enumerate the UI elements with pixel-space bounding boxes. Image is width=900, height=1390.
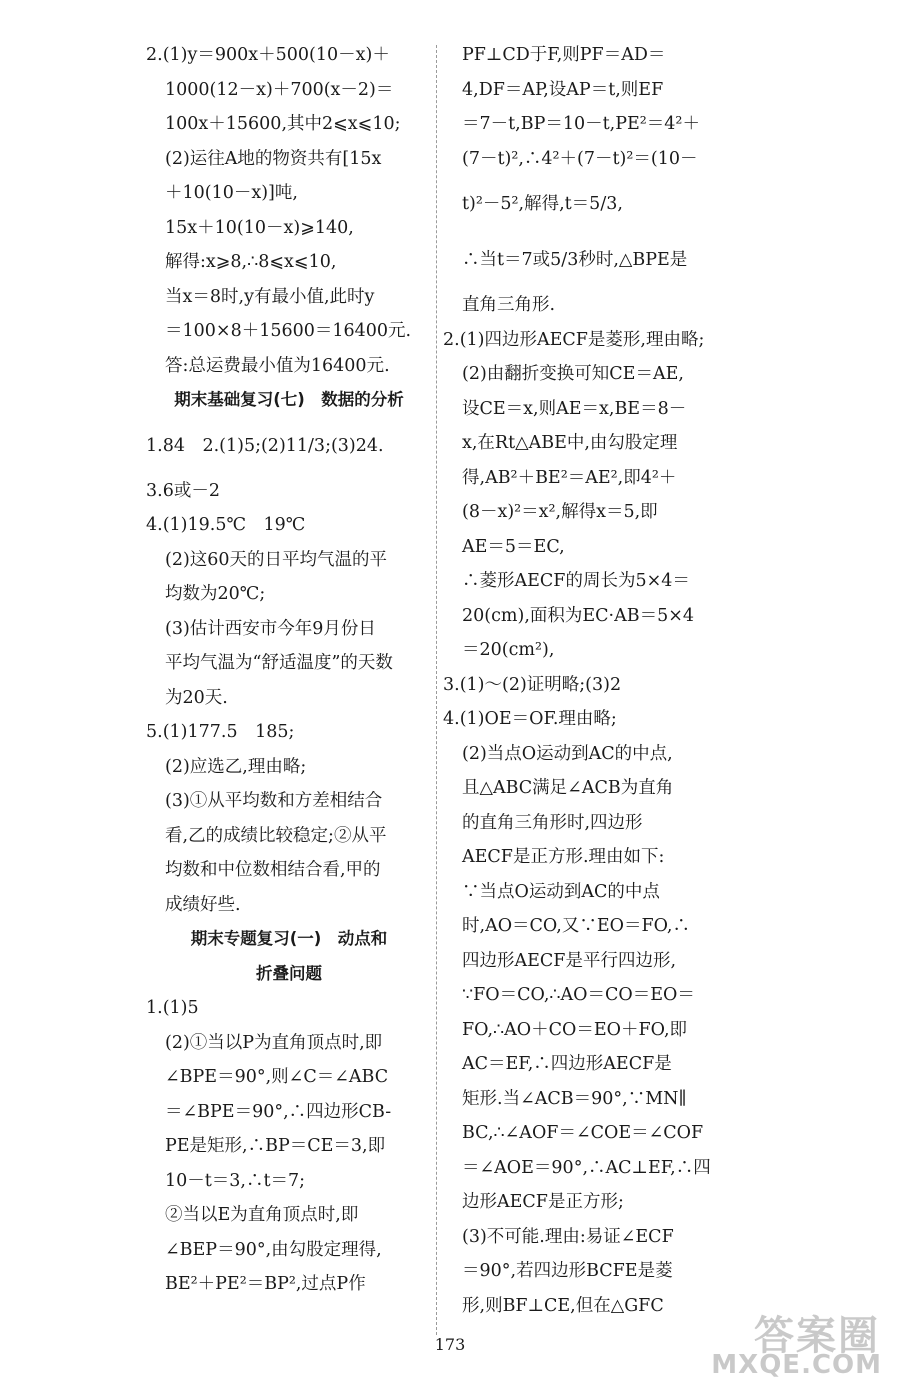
answer-line: FO,∴AO＋CO＝EO＋FO,即 (462, 1019, 688, 1040)
answer-line: (2)应选乙,理由略; (165, 756, 307, 777)
answer-line: 3.6或－2 (146, 480, 220, 501)
answer-line: 均数和中位数相结合看,甲的 (165, 860, 381, 880)
answer-line: 得,AB²＋BE²＝AE²,即4²＋ (462, 467, 677, 488)
answer-line: 时,AO＝CO,又∵EO＝FO,∴ (462, 916, 690, 936)
section-heading: 折叠问题 (256, 963, 322, 983)
answer-line: 为20天. (165, 687, 228, 708)
answer-line: ∵FO＝CO,∴AO＝CO＝EO＝ (462, 985, 695, 1005)
answer-line: 边形AECF是正方形; (462, 1192, 624, 1212)
answer-line: 4.(1)OE＝OF.理由略; (443, 709, 617, 729)
answer-line: 四边形AECF是平行四边形, (462, 950, 677, 971)
answer-line: (3)①从平均数和方差相结合 (165, 791, 383, 811)
answer-line: 15x＋10(10－x)⩾140, (165, 217, 354, 238)
answer-line: 成绩好些. (165, 894, 241, 915)
watermark (700, 1304, 890, 1384)
column-divider (436, 45, 437, 1335)
answer-line: 解得:x⩾8,∴8⩽x⩽10, (165, 252, 337, 272)
answer-line: 看,乙的成绩比较稳定;②从平 (165, 825, 387, 846)
answer-line: (7－t)²,∴4²＋(7－t)²＝(10－ (462, 148, 698, 169)
answer-line: 设CE＝x,则AE＝x,BE＝8－ (462, 398, 687, 419)
page-number: 173 (434, 1335, 466, 1354)
answer-line: ②当以E为直角顶点时,即 (165, 1205, 359, 1225)
answer-line: 100x＋15600,其中2⩽x⩽10; (165, 114, 401, 134)
answer-line: ∠BEP＝90°,由勾股定理得, (165, 1239, 382, 1260)
answer-line: ＋10(10－x)]吨, (165, 183, 298, 203)
answer-line: ∴菱形AECF的周长为5×4＝ (462, 571, 690, 591)
watermark-url: MXQE.COM (711, 1350, 882, 1380)
answer-line: x,在Rt△ABE中,由勾股定理 (462, 433, 678, 453)
answer-line: AE＝5＝EC, (462, 536, 565, 557)
answer-line: 2.(1)四边形AECF是菱形,理由略; (443, 329, 705, 350)
answer-line: ＝20(cm²), (462, 640, 555, 660)
answer-line: PF⊥CD于F,则PF＝AD＝ (462, 45, 666, 65)
section-heading: 期末专题复习(一) 动点和 (190, 929, 388, 948)
answer-line: (3)估计西安市今年9月份日 (165, 618, 376, 639)
answer-line: ∠BPE＝90°,则∠C＝∠ABC (165, 1067, 389, 1087)
answer-line: 矩形.当∠ACB＝90°,∵MN∥ (462, 1088, 687, 1109)
section-heading: 期末基础复习(七) 数据的分析 (174, 390, 404, 409)
answer-line: 4.(1)19.5℃ 19℃ (146, 515, 306, 535)
answer-line: (2)这60天的日平均气温的平 (165, 549, 388, 570)
answer-line: BC,∴∠AOF＝∠COE＝∠COF (462, 1123, 704, 1143)
answer-line: (8－x)²＝x²,解得x＝5,即 (462, 502, 658, 522)
answer-line: PE是矩形,∴BP＝CE＝3,即 (165, 1136, 386, 1156)
answer-line: 3.(1)～(2)证明略;(3)2 (443, 674, 622, 695)
answer-line: 直角三角形. (462, 295, 556, 315)
answer-line: ∴当t＝7或5/3秒时,△BPE是 (462, 250, 688, 270)
answer-line: 均数为20℃; (165, 584, 266, 604)
answer-line: 4,DF＝AP,设AP＝t,则EF (462, 79, 664, 100)
answer-line: 10－t＝3,∴t＝7; (165, 1170, 306, 1191)
answer-line: 5.(1)177.5 185; (146, 722, 295, 742)
answer-line: ＝100×8＋15600＝16400元. (165, 321, 412, 341)
answer-line: 1.(1)5 (146, 998, 199, 1018)
answer-line: 的直角三角形时,四边形 (462, 812, 643, 833)
answer-line: ＝7－t,BP＝10－t,PE²＝4²＋ (462, 114, 700, 134)
answer-line: (2)运往A地的物资共有[15x (165, 148, 382, 169)
answer-line: t)²－5²,解得,t＝5/3, (462, 194, 623, 214)
left-column (146, 38, 432, 1302)
answer-line: (2)当点O运动到AC的中点, (462, 743, 673, 764)
answer-line: 2.(1)y＝900x＋500(10－x)＋ (146, 45, 390, 65)
answer-line: AECF是正方形.理由如下: (462, 847, 665, 867)
answer-line: 当x＝8时,y有最小值,此时y (165, 286, 375, 307)
answer-line: 20(cm),面积为EC·AB＝5×4 (462, 605, 695, 626)
answer-line: ＝90°,若四边形BCFE是菱 (462, 1261, 673, 1281)
answer-line: 1000(12－x)＋700(x－2)＝ (165, 79, 394, 100)
answer-line: (2)①当以P为直角顶点时,即 (165, 1032, 383, 1053)
watermark-logo: 答案圈 (754, 1313, 880, 1359)
answer-line: AC＝EF,∴四边形AECF是 (462, 1054, 672, 1074)
answer-line: (2)由翻折变换可知CE＝AE, (462, 364, 684, 384)
answer-line: 且△ABC满足∠ACB为直角 (462, 778, 674, 798)
answer-line: 平均气温为“舒适温度”的天数 (165, 653, 393, 673)
answer-line: 1.84 2.(1)5;(2)11/3;(3)24. (146, 435, 384, 456)
answer-line: ∵当点O运动到AC的中点 (462, 881, 660, 902)
answer-line: ＝∠BPE＝90°,∴四边形CB- (165, 1101, 392, 1122)
answer-line: (3)不可能.理由:易证∠ECF (462, 1226, 674, 1247)
answer-line: BE²＋PE²＝BP²,过点P作 (165, 1274, 366, 1294)
answer-line: ＝∠AOE＝90°,∴AC⊥EF,∴四 (462, 1157, 711, 1178)
right-column (443, 38, 733, 1323)
answer-line: 答:总运费最小值为16400元. (165, 355, 390, 376)
answer-line: 形,则BF⊥CE,但在△GFC (462, 1295, 664, 1316)
